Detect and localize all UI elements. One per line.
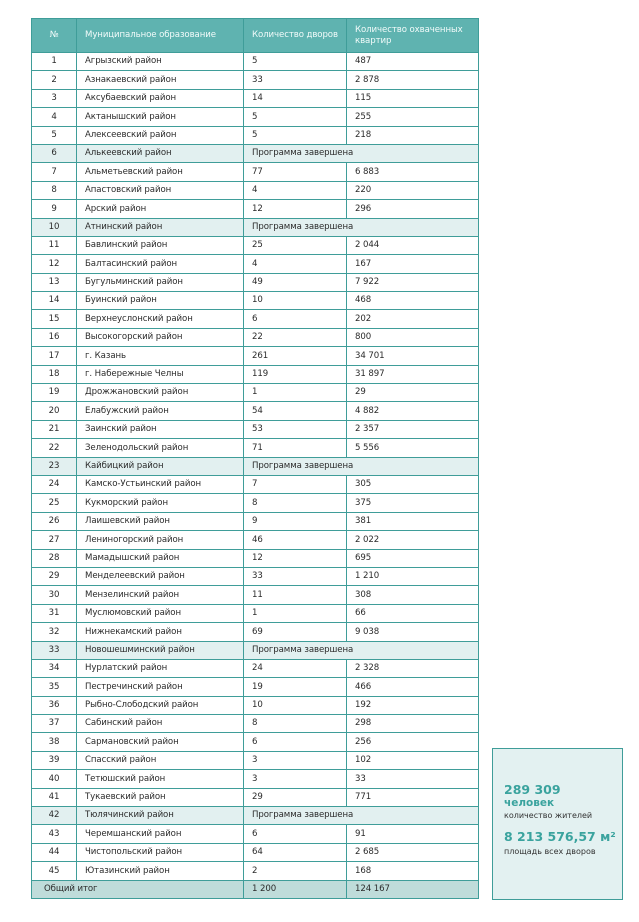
table-row (32, 402, 479, 420)
row-num: 29 (32, 567, 77, 585)
row-num: 34 (32, 659, 77, 677)
table-row (32, 255, 479, 273)
row-yards: 5 (244, 53, 347, 71)
row-num: 25 (32, 494, 77, 512)
row-yards: 54 (244, 402, 347, 420)
table-row (32, 733, 479, 751)
row-num: 15 (32, 310, 77, 328)
row-yards: 5 (244, 108, 347, 126)
table-row-completed (32, 641, 479, 659)
row-num: 31 (32, 604, 77, 622)
table-row (32, 549, 479, 567)
row-municipality: Бугульминский район (77, 273, 244, 291)
header-municipality: Муниципальное образование (77, 19, 244, 53)
row-municipality: Балтасинский район (77, 255, 244, 273)
row-flats: 296 (347, 200, 479, 218)
area-value: 8 213 576,57 м² (504, 829, 616, 845)
row-flats: 91 (347, 825, 479, 843)
row-municipality: Алькеевский район (77, 144, 244, 162)
header-num: № (32, 19, 77, 53)
row-municipality: Черемшанский район (77, 825, 244, 843)
row-status: Программа завершена (244, 457, 479, 475)
row-yards: 49 (244, 273, 347, 291)
row-num: 41 (32, 788, 77, 806)
area-caption: площадь всех дворов (504, 846, 596, 856)
row-municipality: Сабинский район (77, 715, 244, 733)
table-row-completed (32, 457, 479, 475)
residents-value: 289 309 (504, 782, 561, 797)
row-num: 36 (32, 696, 77, 714)
row-yards: 69 (244, 623, 347, 641)
table-row (32, 236, 479, 254)
header-yards: Количество дворов (244, 19, 347, 53)
row-flats: 6 883 (347, 163, 479, 181)
row-municipality: Тюлячинский район (77, 807, 244, 825)
table-row (32, 181, 479, 199)
row-num: 44 (32, 843, 77, 861)
row-yards: 1 (244, 384, 347, 402)
row-yards: 71 (244, 439, 347, 457)
row-flats: 220 (347, 181, 479, 199)
table-row (32, 89, 479, 107)
table-row (32, 420, 479, 438)
row-municipality: Агрызский район (77, 53, 244, 71)
row-flats: 115 (347, 89, 479, 107)
row-num: 22 (32, 439, 77, 457)
row-num: 28 (32, 549, 77, 567)
row-flats: 102 (347, 751, 479, 769)
row-municipality: Чистопольский район (77, 843, 244, 861)
table-row (32, 696, 479, 714)
row-flats: 466 (347, 678, 479, 696)
table-row (32, 843, 479, 861)
table-body (32, 53, 479, 881)
row-yards: 19 (244, 678, 347, 696)
table-row (32, 825, 479, 843)
row-municipality: Менделеевский район (77, 567, 244, 585)
row-flats: 31 897 (347, 365, 479, 383)
row-yards: 4 (244, 181, 347, 199)
row-municipality: Алексеевский район (77, 126, 244, 144)
row-yards: 2 (244, 862, 347, 880)
table-row (32, 328, 479, 346)
row-municipality: Нижнекамский район (77, 623, 244, 641)
row-yards: 9 (244, 512, 347, 530)
row-municipality: Буинский район (77, 292, 244, 310)
row-num: 4 (32, 108, 77, 126)
row-flats: 2 328 (347, 659, 479, 677)
row-num: 37 (32, 715, 77, 733)
row-num: 21 (32, 420, 77, 438)
row-num: 19 (32, 384, 77, 402)
row-yards: 77 (244, 163, 347, 181)
row-yards: 6 (244, 733, 347, 751)
row-yards: 12 (244, 200, 347, 218)
summary-stats-box (492, 748, 623, 900)
row-num: 43 (32, 825, 77, 843)
row-yards: 33 (244, 567, 347, 585)
row-flats: 1 210 (347, 567, 479, 585)
row-flats: 168 (347, 862, 479, 880)
table-row (32, 659, 479, 677)
row-num: 16 (32, 328, 77, 346)
table-row (32, 71, 479, 89)
row-yards: 7 (244, 475, 347, 493)
row-num: 20 (32, 402, 77, 420)
row-num: 17 (32, 347, 77, 365)
row-flats: 34 701 (347, 347, 479, 365)
row-municipality: Атнинский район (77, 218, 244, 236)
row-yards: 25 (244, 236, 347, 254)
row-num: 2 (32, 71, 77, 89)
row-flats: 4 882 (347, 402, 479, 420)
row-num: 5 (32, 126, 77, 144)
row-yards: 6 (244, 825, 347, 843)
row-yards: 29 (244, 788, 347, 806)
row-num: 3 (32, 89, 77, 107)
row-municipality: Апастовский район (77, 181, 244, 199)
row-yards: 5 (244, 126, 347, 144)
row-yards: 14 (244, 89, 347, 107)
row-num: 23 (32, 457, 77, 475)
row-municipality: Тетюшский район (77, 770, 244, 788)
row-municipality: Елабужский район (77, 402, 244, 420)
total-row (32, 880, 479, 898)
table-row (32, 512, 479, 530)
row-num: 39 (32, 751, 77, 769)
total-flats: 124 167 (347, 880, 479, 898)
row-municipality: Верхнеуслонский район (77, 310, 244, 328)
row-municipality: г. Набережные Челны (77, 365, 244, 383)
row-flats: 192 (347, 696, 479, 714)
table-row (32, 751, 479, 769)
table-row (32, 163, 479, 181)
row-municipality: Альметьевский район (77, 163, 244, 181)
row-num: 27 (32, 531, 77, 549)
total-label: Общий итог (32, 880, 244, 898)
row-flats: 167 (347, 255, 479, 273)
row-yards: 22 (244, 328, 347, 346)
row-num: 30 (32, 586, 77, 604)
row-municipality: Сармановский район (77, 733, 244, 751)
row-flats: 7 922 (347, 273, 479, 291)
table-row (32, 715, 479, 733)
table-row (32, 126, 479, 144)
table-row-completed (32, 218, 479, 236)
row-municipality: Мамадышский район (77, 549, 244, 567)
row-flats: 218 (347, 126, 479, 144)
row-municipality: г. Казань (77, 347, 244, 365)
row-flats: 298 (347, 715, 479, 733)
total-yards: 1 200 (244, 880, 347, 898)
table-row (32, 567, 479, 585)
row-num: 1 (32, 53, 77, 71)
table-row (32, 439, 479, 457)
row-municipality: Аксубаевский район (77, 89, 244, 107)
row-num: 35 (32, 678, 77, 696)
row-municipality: Лениногорский район (77, 531, 244, 549)
row-yards: 3 (244, 751, 347, 769)
row-municipality: Ютазинский район (77, 862, 244, 880)
row-num: 32 (32, 623, 77, 641)
row-yards: 10 (244, 696, 347, 714)
table-row-completed (32, 807, 479, 825)
row-flats: 2 878 (347, 71, 479, 89)
row-num: 40 (32, 770, 77, 788)
row-municipality: Новошешминский район (77, 641, 244, 659)
row-flats: 9 038 (347, 623, 479, 641)
row-flats: 800 (347, 328, 479, 346)
table-row (32, 494, 479, 512)
row-municipality: Тукаевский район (77, 788, 244, 806)
row-flats: 5 556 (347, 439, 479, 457)
row-flats: 29 (347, 384, 479, 402)
row-municipality: Кайбицкий район (77, 457, 244, 475)
table-row (32, 53, 479, 71)
row-flats: 2 357 (347, 420, 479, 438)
row-num: 12 (32, 255, 77, 273)
row-num: 26 (32, 512, 77, 530)
row-flats: 255 (347, 108, 479, 126)
row-flats: 487 (347, 53, 479, 71)
row-yards: 261 (244, 347, 347, 365)
row-municipality: Актанышский район (77, 108, 244, 126)
table-row (32, 310, 479, 328)
row-municipality: Пестречинский район (77, 678, 244, 696)
row-flats: 66 (347, 604, 479, 622)
row-municipality: Азнакаевский район (77, 71, 244, 89)
row-flats: 2 022 (347, 531, 479, 549)
row-flats: 695 (347, 549, 479, 567)
row-municipality: Камско-Устьинский район (77, 475, 244, 493)
table-header-row (32, 19, 479, 53)
row-yards: 3 (244, 770, 347, 788)
residents-caption: количество жителей (504, 811, 593, 821)
table-row-completed (32, 144, 479, 162)
table-row (32, 586, 479, 604)
row-yards: 10 (244, 292, 347, 310)
table-row (32, 273, 479, 291)
table-row (32, 788, 479, 806)
row-yards: 33 (244, 71, 347, 89)
row-yards: 11 (244, 586, 347, 604)
row-status: Программа завершена (244, 641, 479, 659)
table-row (32, 365, 479, 383)
row-num: 24 (32, 475, 77, 493)
table-row (32, 678, 479, 696)
table-row (32, 347, 479, 365)
row-municipality: Дрожжановский район (77, 384, 244, 402)
row-num: 9 (32, 200, 77, 218)
table-row (32, 475, 479, 493)
row-yards: 64 (244, 843, 347, 861)
row-municipality: Арский район (77, 200, 244, 218)
row-yards: 1 (244, 604, 347, 622)
row-yards: 119 (244, 365, 347, 383)
row-municipality: Муслюмовский район (77, 604, 244, 622)
row-num: 38 (32, 733, 77, 751)
row-flats: 308 (347, 586, 479, 604)
row-yards: 8 (244, 494, 347, 512)
table-row (32, 292, 479, 310)
table-row (32, 770, 479, 788)
table-row (32, 604, 479, 622)
row-yards: 46 (244, 531, 347, 549)
row-flats: 305 (347, 475, 479, 493)
row-status: Программа завершена (244, 144, 479, 162)
row-municipality: Бавлинский район (77, 236, 244, 254)
row-flats: 468 (347, 292, 479, 310)
row-flats: 202 (347, 310, 479, 328)
row-municipality: Зеленодольский район (77, 439, 244, 457)
row-municipality: Мензелинский район (77, 586, 244, 604)
row-num: 13 (32, 273, 77, 291)
table-row (32, 200, 479, 218)
row-yards: 6 (244, 310, 347, 328)
row-num: 10 (32, 218, 77, 236)
row-status: Программа завершена (244, 218, 479, 236)
row-num: 45 (32, 862, 77, 880)
row-flats: 2 044 (347, 236, 479, 254)
row-num: 11 (32, 236, 77, 254)
row-municipality: Рыбно-Слободский район (77, 696, 244, 714)
row-num: 42 (32, 807, 77, 825)
table-row (32, 862, 479, 880)
table-row (32, 531, 479, 549)
row-yards: 24 (244, 659, 347, 677)
row-flats: 771 (347, 788, 479, 806)
row-municipality: Высокогорский район (77, 328, 244, 346)
row-municipality: Нурлатский район (77, 659, 244, 677)
row-num: 7 (32, 163, 77, 181)
table-row (32, 108, 479, 126)
row-flats: 2 685 (347, 843, 479, 861)
row-municipality: Кукморский район (77, 494, 244, 512)
districts-table (31, 18, 479, 899)
row-flats: 33 (347, 770, 479, 788)
row-flats: 256 (347, 733, 479, 751)
row-flats: 381 (347, 512, 479, 530)
row-yards: 12 (244, 549, 347, 567)
row-num: 8 (32, 181, 77, 199)
header-flats: Количество охваченных квартир (347, 19, 479, 53)
table-row (32, 623, 479, 641)
row-flats: 375 (347, 494, 479, 512)
table-row (32, 384, 479, 402)
row-num: 14 (32, 292, 77, 310)
residents-unit: человек (504, 797, 555, 810)
row-num: 6 (32, 144, 77, 162)
row-num: 33 (32, 641, 77, 659)
row-municipality: Спасский район (77, 751, 244, 769)
row-status: Программа завершена (244, 807, 479, 825)
row-municipality: Лаишевский район (77, 512, 244, 530)
row-municipality: Заинский район (77, 420, 244, 438)
row-yards: 53 (244, 420, 347, 438)
row-yards: 4 (244, 255, 347, 273)
row-yards: 8 (244, 715, 347, 733)
row-num: 18 (32, 365, 77, 383)
